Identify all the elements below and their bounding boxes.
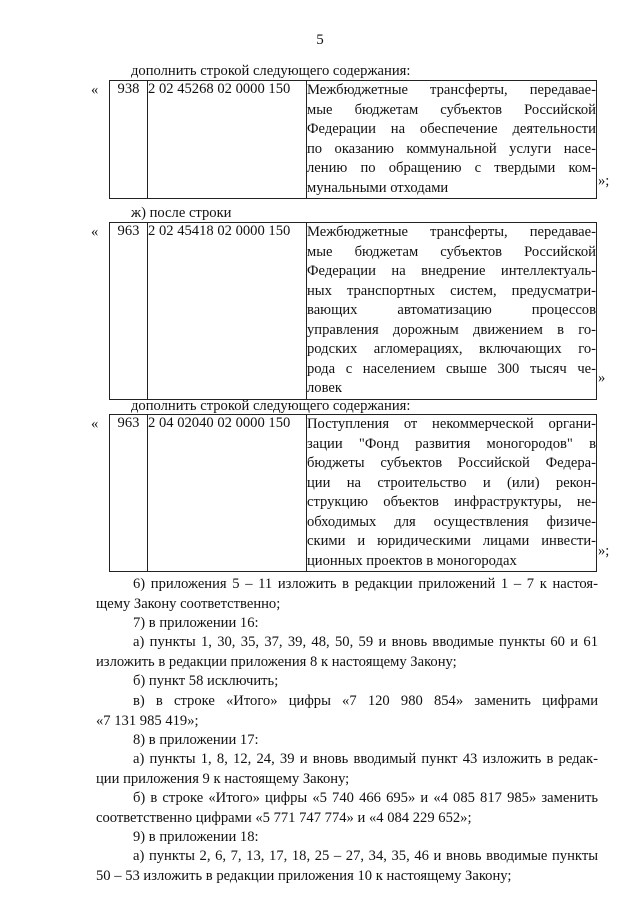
paragraph-7 xyxy=(96,614,598,634)
paragraph-8 xyxy=(96,731,598,751)
desc-line: ных транспортных систем, предусматри- xyxy=(307,282,596,299)
block1-kbk: 2 02 45268 02 0000 150 xyxy=(148,81,307,199)
desc-line: Поступления от некоммерческой органи- xyxy=(307,416,596,432)
paragraph-line: соответственно цифрами «5 771 747 774» и «4 084 229 652»; xyxy=(96,809,472,826)
block1-description xyxy=(307,81,597,199)
paragraph-line: 8) в приложении 17: xyxy=(133,732,259,748)
paragraph-line: а) пункты 1, 8, 12, 24, 39 и вновь вводимый пункт 43 изложить в редак- xyxy=(133,751,598,767)
block1-intro: дополнить строкой следующего содержания: xyxy=(131,63,411,79)
page-number: 5 xyxy=(316,32,324,48)
desc-line: Межбюджетные трансферты, передавае- xyxy=(307,82,596,98)
block1-open-quote: « xyxy=(91,82,99,98)
block1-table xyxy=(109,80,597,199)
paragraph-line: изложить в редакции приложения 8 к настоящему Закону; xyxy=(96,653,457,670)
block2-table xyxy=(109,222,597,400)
paragraph-9a xyxy=(96,847,598,886)
desc-line: струкцию объектов инфраструктуры, не- xyxy=(307,494,596,510)
block3-close-quote: »; xyxy=(598,543,610,559)
paragraph-8b xyxy=(96,789,598,828)
paragraph-9 xyxy=(96,828,598,848)
paragraph-line: б) в строке «Итого» цифры «5 740 466 695» и «4 085 817 985» заменить xyxy=(133,790,598,806)
desc-line: бюджеты субъектов Российской Федера- xyxy=(307,455,596,471)
block2-code: 963 xyxy=(110,223,148,400)
desc-line: лению по обращению с твердыми ком- xyxy=(307,160,596,176)
block3-intro: дополнить строкой следующего содержания: xyxy=(131,398,411,414)
desc-line: рода с населением свыше 300 тысяч че- xyxy=(307,360,596,377)
paragraph-7v xyxy=(96,692,598,731)
block3-table xyxy=(109,414,597,572)
paragraph-line: 50 – 53 изложить в редакции приложения 10 к настоящему Закону; xyxy=(96,867,512,884)
table-row xyxy=(110,223,597,400)
table-row xyxy=(110,81,597,199)
desc-line: Федерации на обеспечение деятельности xyxy=(307,121,596,137)
desc-line: по оказанию коммунальной услуги насе- xyxy=(307,140,596,157)
paragraph-line: в) в строке «Итого» цифры «7 120 980 854» заменить цифрами xyxy=(133,693,598,709)
paragraph-line: б) пункт 58 исключить; xyxy=(133,673,279,689)
paragraph-7a xyxy=(96,633,598,672)
block2-description xyxy=(307,223,597,400)
paragraph-line: «7 131 985 419»; xyxy=(96,712,199,729)
desc-line: Межбюджетные трансферты, передавае- xyxy=(307,224,596,240)
paragraph-line: 6) приложения 5 – 11 изложить в редакции приложений 1 – 7 к настоя- xyxy=(133,576,598,592)
block2-close-quote: » xyxy=(598,370,606,386)
desc-line: мунальными отходами xyxy=(307,179,449,196)
block1-code: 938 xyxy=(110,81,148,199)
paragraph-6 xyxy=(96,575,598,614)
block2-kbk: 2 02 45418 02 0000 150 xyxy=(148,223,307,400)
desc-line: Федерации на внедрение интеллектуаль- xyxy=(307,263,596,279)
block2-open-quote: « xyxy=(91,224,99,240)
desc-line: ловек xyxy=(307,380,342,396)
block3-kbk: 2 04 02040 02 0000 150 xyxy=(148,415,307,572)
desc-line: управления дорожным движением в го- xyxy=(307,321,596,338)
block2-intro: ж) после строки xyxy=(131,205,232,221)
paragraph-7b xyxy=(96,672,598,692)
block3-description xyxy=(307,415,597,572)
paragraph-line: а) пункты 2, 6, 7, 13, 17, 18, 25 – 27, 34, 35, 46 и вновь вводимые пункты xyxy=(133,848,598,864)
desc-line: обходимых для осуществления физиче- xyxy=(307,513,596,530)
paragraph-8a xyxy=(96,750,598,789)
desc-line: ционных проектов в моногородах xyxy=(307,552,517,569)
desc-line: скими и юридическими лицами инвести- xyxy=(307,533,596,549)
desc-line: мые бюджетам субъектов Российской xyxy=(307,101,596,118)
desc-line: зации "Фонд развития моногородов" в xyxy=(307,435,596,452)
paragraph-line: 7) в приложении 16: xyxy=(133,615,259,631)
desc-line: мые бюджетам субъектов Российской xyxy=(307,243,596,260)
table-row xyxy=(110,415,597,572)
paragraph-line: 9) в приложении 18: xyxy=(133,829,259,845)
desc-line: родских агломерациях, включающих го- xyxy=(307,341,596,357)
block1-close-quote: »; xyxy=(598,173,610,189)
block3-code: 963 xyxy=(110,415,148,572)
paragraph-line: ции приложения 9 к настоящему Закону; xyxy=(96,770,350,787)
paragraph-line: а) пункты 1, 30, 35, 37, 39, 48, 50, 59 и вновь вводимые пункты 60 и 61 xyxy=(133,634,598,650)
paragraph-line: щему Закону соответственно; xyxy=(96,595,281,612)
block3-open-quote: « xyxy=(91,416,99,432)
desc-line: ции на строительство и (или) рекон- xyxy=(307,474,596,491)
desc-line: вающих автоматизацию процессов xyxy=(307,302,596,318)
